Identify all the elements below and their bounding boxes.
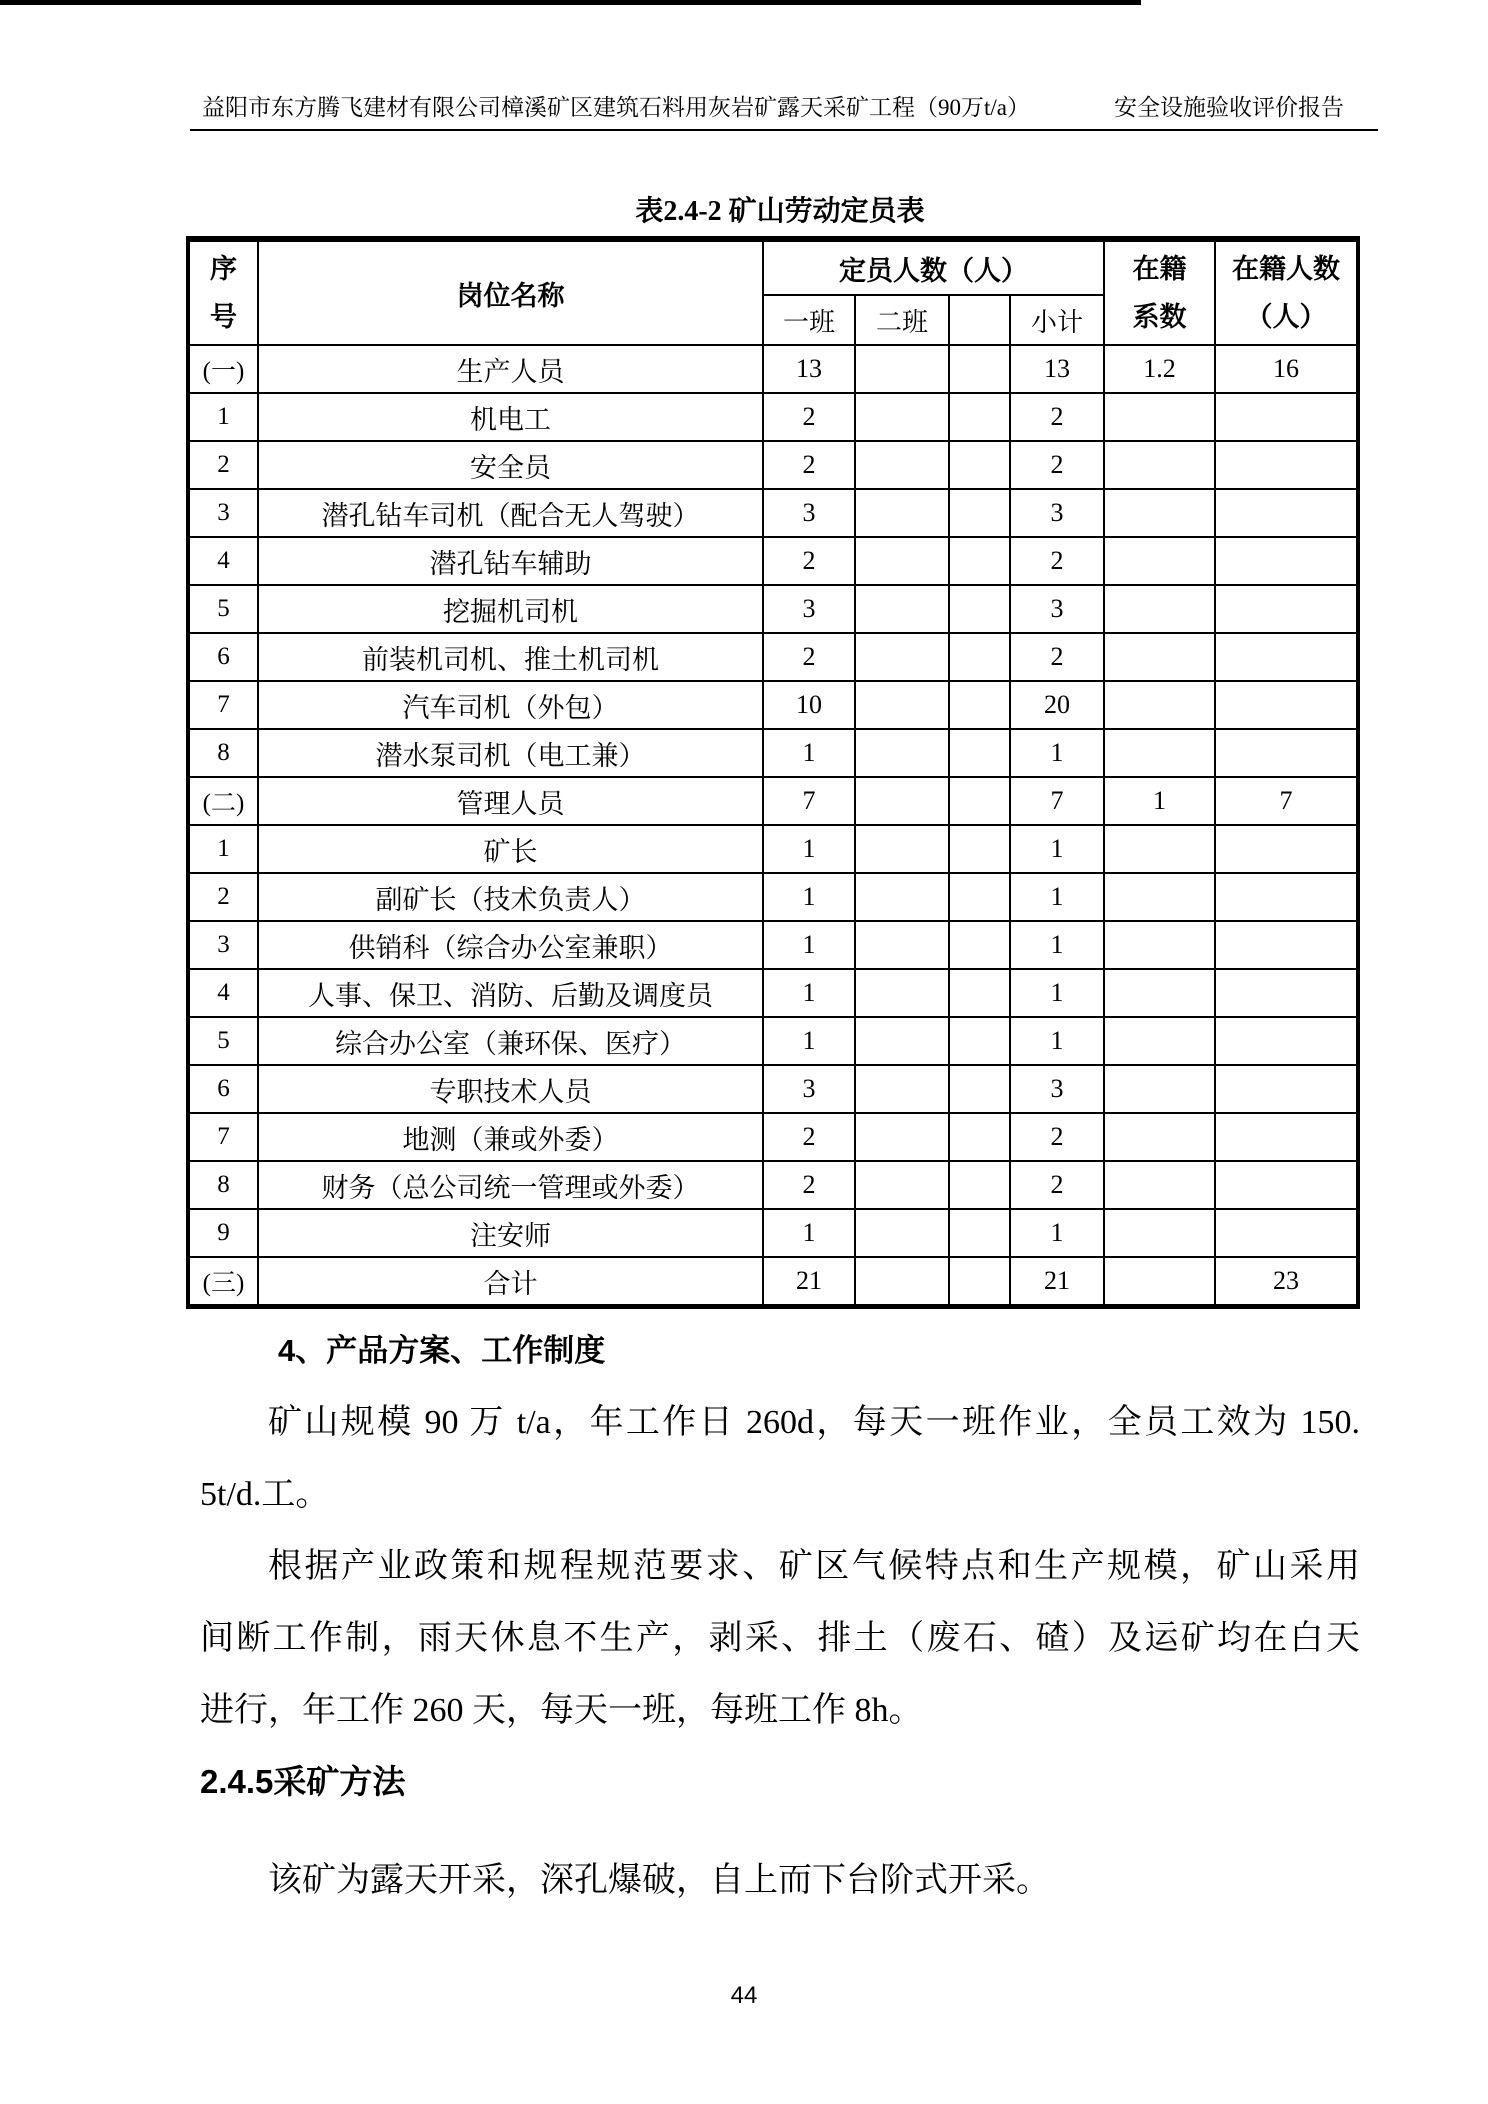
- header-cell-onroll: [1215, 239, 1358, 345]
- table-cell: 7: [188, 1113, 258, 1161]
- table-cell: 16: [1215, 345, 1358, 393]
- table-cell: 7: [188, 681, 258, 729]
- table-cell: 汽车司机（外包）: [258, 681, 763, 729]
- header-onroll-line2: （人）: [1245, 302, 1327, 332]
- table-cell: [855, 633, 949, 681]
- table-cell: [1215, 1065, 1358, 1113]
- paragraph-line: 进行，年工作 260 天，每天一班，每班工作 8h。: [200, 1692, 923, 1729]
- table-cell: [1104, 489, 1215, 537]
- table-cell: 潜孔钻车司机（配合无人驾驶）: [258, 489, 763, 537]
- table-cell: 1: [1104, 777, 1215, 825]
- table-cell: 2: [1010, 1161, 1104, 1209]
- table-cell: 1: [763, 969, 855, 1017]
- table-row: [188, 681, 1358, 729]
- table-cell: 2: [763, 1161, 855, 1209]
- table-cell: [855, 777, 949, 825]
- header-cell-coefficient: [1104, 239, 1215, 345]
- table-cell: 20: [1010, 681, 1104, 729]
- table-cell: [1215, 393, 1358, 441]
- table-cell: 财务（总公司统一管理或外委）: [258, 1161, 763, 1209]
- table-row: [188, 825, 1358, 873]
- header-seq-line2: 号: [210, 302, 237, 332]
- table-cell: [1215, 681, 1358, 729]
- table-cell: [949, 777, 1010, 825]
- table-body: [188, 345, 1358, 1307]
- page-number: 44: [730, 1982, 758, 2009]
- table-cell: [855, 537, 949, 585]
- table-cell: 1: [1010, 729, 1104, 777]
- table-cell: [949, 1161, 1010, 1209]
- table-cell: [855, 825, 949, 873]
- table-cell: 1: [1010, 1017, 1104, 1065]
- table-cell: [1104, 633, 1215, 681]
- table-cell: [949, 681, 1010, 729]
- table-cell: [1104, 1161, 1215, 1209]
- table-cell: 地测（兼或外委）: [258, 1113, 763, 1161]
- table-row: [188, 729, 1358, 777]
- table-cell: 3: [1010, 489, 1104, 537]
- table-title: 表2.4-2 矿山劳动定员表: [635, 196, 925, 227]
- table-row: [188, 873, 1358, 921]
- table-cell: (二): [188, 777, 258, 825]
- table-cell: 1: [1010, 969, 1104, 1017]
- table-cell: [949, 537, 1010, 585]
- table-cell: [1215, 441, 1358, 489]
- table-cell: 人事、保卫、消防、后勤及调度员: [258, 969, 763, 1017]
- table-cell: [1215, 1017, 1358, 1065]
- table-cell: [1104, 537, 1215, 585]
- table-cell: 2: [1010, 537, 1104, 585]
- header-cell-shift1: 一班: [763, 295, 855, 345]
- header-seq-line1: 序: [210, 254, 237, 284]
- table-cell: 2: [763, 1113, 855, 1161]
- table-cell: 1: [1010, 921, 1104, 969]
- header-cell-quota-group: 定员人数（人）: [763, 239, 1104, 295]
- table-cell: 21: [1010, 1257, 1104, 1307]
- table-cell: 3: [188, 489, 258, 537]
- table-cell: 3: [188, 921, 258, 969]
- table-cell: 2: [188, 873, 258, 921]
- table-cell: 9: [188, 1209, 258, 1257]
- table-cell: [855, 585, 949, 633]
- table-cell: [855, 441, 949, 489]
- page-content: [200, 0, 1360, 1917]
- table-cell: [1215, 1209, 1358, 1257]
- table-cell: [949, 969, 1010, 1017]
- table-cell: [949, 441, 1010, 489]
- table-cell: [1104, 585, 1215, 633]
- table-cell: [1215, 729, 1358, 777]
- table-cell: [1104, 1017, 1215, 1065]
- table-cell: [855, 345, 949, 393]
- table-row: [188, 393, 1358, 441]
- table-cell: [1104, 1113, 1215, 1161]
- table-cell: 2: [763, 393, 855, 441]
- table-cell: [949, 729, 1010, 777]
- table-cell: 注安师: [258, 1209, 763, 1257]
- table-cell: [949, 873, 1010, 921]
- table-row: [188, 1161, 1358, 1209]
- table-header: [188, 239, 1358, 345]
- table-cell: [1104, 441, 1215, 489]
- table-row: [188, 1257, 1358, 1307]
- header-cell-shift2: 二班: [855, 295, 949, 345]
- paragraph-mining-method: [200, 1845, 1360, 1917]
- table-cell: 1: [763, 825, 855, 873]
- table-cell: [1215, 633, 1358, 681]
- section-heading-product-plan: 4、产品方案、工作制度: [278, 1333, 606, 1368]
- table-cell: 矿长: [258, 825, 763, 873]
- section-heading-mining-method: 2.4.5采矿方法: [200, 1763, 406, 1800]
- table-cell: [1104, 873, 1215, 921]
- table-cell: 1.2: [1104, 345, 1215, 393]
- table-cell: 7: [763, 777, 855, 825]
- table-cell: 合计: [258, 1257, 763, 1307]
- table-row: [188, 777, 1358, 825]
- table-cell: [1104, 825, 1215, 873]
- table-cell: 2: [1010, 1113, 1104, 1161]
- table-cell: 1: [188, 393, 258, 441]
- table-cell: 生产人员: [258, 345, 763, 393]
- table-cell: 1: [763, 1209, 855, 1257]
- table-row: [188, 1017, 1358, 1065]
- table-cell: [855, 1257, 949, 1307]
- table-cell: 3: [763, 489, 855, 537]
- table-cell: 8: [188, 1161, 258, 1209]
- table-cell: [1215, 969, 1358, 1017]
- table-row: [188, 441, 1358, 489]
- table-cell: [855, 921, 949, 969]
- table-row: [188, 1113, 1358, 1161]
- table-cell: 23: [1215, 1257, 1358, 1307]
- table-row: [188, 921, 1358, 969]
- table-cell: [949, 345, 1010, 393]
- table-cell: 3: [763, 1065, 855, 1113]
- table-cell: [949, 1209, 1010, 1257]
- table-cell: 3: [763, 585, 855, 633]
- table-cell: [949, 1065, 1010, 1113]
- table-cell: 2: [763, 441, 855, 489]
- table-row: [188, 489, 1358, 537]
- table-cell: 挖掘机司机: [258, 585, 763, 633]
- header-right-text: 安全设施验收评价报告: [1114, 95, 1344, 120]
- table-cell: [855, 1065, 949, 1113]
- table-cell: 8: [188, 729, 258, 777]
- table-cell: 5: [188, 585, 258, 633]
- table-row: [188, 537, 1358, 585]
- table-cell: [855, 729, 949, 777]
- table-cell: 供销科（综合办公室兼职）: [258, 921, 763, 969]
- table-cell: [949, 489, 1010, 537]
- table-cell: [1104, 921, 1215, 969]
- table-cell: 潜孔钻车辅助: [258, 537, 763, 585]
- table-row: [188, 585, 1358, 633]
- table-cell: [1104, 1209, 1215, 1257]
- table-cell: [1104, 1065, 1215, 1113]
- table-cell: 综合办公室（兼环保、医疗）: [258, 1017, 763, 1065]
- table-cell: [1215, 921, 1358, 969]
- table-cell: [1215, 1113, 1358, 1161]
- table-cell: 安全员: [258, 441, 763, 489]
- table-cell: 7: [1010, 777, 1104, 825]
- table-cell: [855, 873, 949, 921]
- paragraph-line: 5t/d.工。: [200, 1476, 330, 1513]
- paragraph-line: 该矿为露天开采，深孔爆破，自上而下台阶式开采。: [268, 1862, 1050, 1899]
- table-cell: [1215, 585, 1358, 633]
- table-cell: [1215, 873, 1358, 921]
- table-row: [188, 633, 1358, 681]
- table-cell: 3: [1010, 1065, 1104, 1113]
- table-cell: [1215, 825, 1358, 873]
- paragraph-work-system: [200, 1531, 1360, 1747]
- header-coeff-line2: 系数: [1132, 302, 1187, 332]
- header-cell-blank: [949, 295, 1010, 345]
- table-cell: 2: [1010, 393, 1104, 441]
- table-cell: [1104, 729, 1215, 777]
- table-row: [188, 1209, 1358, 1257]
- table-cell: [1215, 489, 1358, 537]
- header-left-text: 益阳市东方腾飞建材有限公司樟溪矿区建筑石料用灰岩矿露天采矿工程（90万t/a）: [202, 95, 1030, 120]
- table-cell: [949, 1113, 1010, 1161]
- table-cell: 1: [1010, 873, 1104, 921]
- table-cell: [855, 393, 949, 441]
- table-cell: 专职技术人员: [258, 1065, 763, 1113]
- table-cell: 机电工: [258, 393, 763, 441]
- table-cell: [855, 489, 949, 537]
- table-cell: 21: [763, 1257, 855, 1307]
- header-cell-post: 岗位名称: [258, 239, 763, 345]
- table-cell: (三): [188, 1257, 258, 1307]
- table-cell: 10: [763, 681, 855, 729]
- paragraph-mine-scale: [200, 1387, 1360, 1531]
- table-cell: [855, 681, 949, 729]
- table-cell: (一): [188, 345, 258, 393]
- paragraph-line: 间断工作制，雨天休息不生产，剥采、排土（废石、碴）及运矿均在白天: [200, 1620, 1360, 1657]
- header-cell-seq: [188, 239, 258, 345]
- table-cell: [855, 1017, 949, 1065]
- table-cell: 5: [188, 1017, 258, 1065]
- table-cell: [949, 393, 1010, 441]
- table-cell: 2: [188, 441, 258, 489]
- table-cell: [1215, 1161, 1358, 1209]
- table-cell: [1104, 1257, 1215, 1307]
- table-cell: [855, 1161, 949, 1209]
- table-cell: 1: [763, 921, 855, 969]
- table-cell: 1: [763, 1017, 855, 1065]
- table-cell: 4: [188, 537, 258, 585]
- table-cell: 管理人员: [258, 777, 763, 825]
- table-cell: [949, 633, 1010, 681]
- table-cell: 4: [188, 969, 258, 1017]
- paragraph-line: 矿山规模 90 万 t/a，年工作日 260d，每天一班作业，全员工效为 150.: [268, 1404, 1360, 1441]
- header-coeff-line1: 在籍: [1132, 254, 1187, 284]
- table-cell: 2: [763, 633, 855, 681]
- table-row: [188, 1065, 1358, 1113]
- table-cell: 2: [1010, 441, 1104, 489]
- table-row: [188, 969, 1358, 1017]
- table-cell: [949, 921, 1010, 969]
- header-onroll-line1: 在籍人数: [1232, 254, 1340, 284]
- table-cell: 1: [763, 873, 855, 921]
- table-cell: [855, 1209, 949, 1257]
- table-cell: [1104, 393, 1215, 441]
- table-cell: 副矿长（技术负责人）: [258, 873, 763, 921]
- table-cell: [1104, 969, 1215, 1017]
- table-cell: 13: [763, 345, 855, 393]
- table-cell: 6: [188, 633, 258, 681]
- table-cell: [949, 585, 1010, 633]
- table-row: [188, 345, 1358, 393]
- table-cell: [855, 1113, 949, 1161]
- table-cell: 1: [188, 825, 258, 873]
- table-cell: [949, 825, 1010, 873]
- table-cell: 6: [188, 1065, 258, 1113]
- table-cell: [1215, 537, 1358, 585]
- table-cell: 7: [1215, 777, 1358, 825]
- table-cell: 潜水泵司机（电工兼）: [258, 729, 763, 777]
- table-cell: 13: [1010, 345, 1104, 393]
- table-cell: [855, 969, 949, 1017]
- table-cell: 1: [1010, 825, 1104, 873]
- table-cell: 1: [763, 729, 855, 777]
- labor-staffing-table: [186, 236, 1360, 1309]
- table-cell: 前装机司机、推土机司机: [258, 633, 763, 681]
- table-cell: 1: [1010, 1209, 1104, 1257]
- paragraph-line: 根据产业政策和规程规范要求、矿区气候特点和生产规模，矿山采用: [268, 1548, 1360, 1585]
- header-cell-subtotal: 小计: [1010, 295, 1104, 345]
- table-cell: 2: [1010, 633, 1104, 681]
- table-cell: [949, 1017, 1010, 1065]
- table-cell: 2: [763, 537, 855, 585]
- table-cell: 3: [1010, 585, 1104, 633]
- table-cell: [1104, 681, 1215, 729]
- table-cell: [949, 1257, 1010, 1307]
